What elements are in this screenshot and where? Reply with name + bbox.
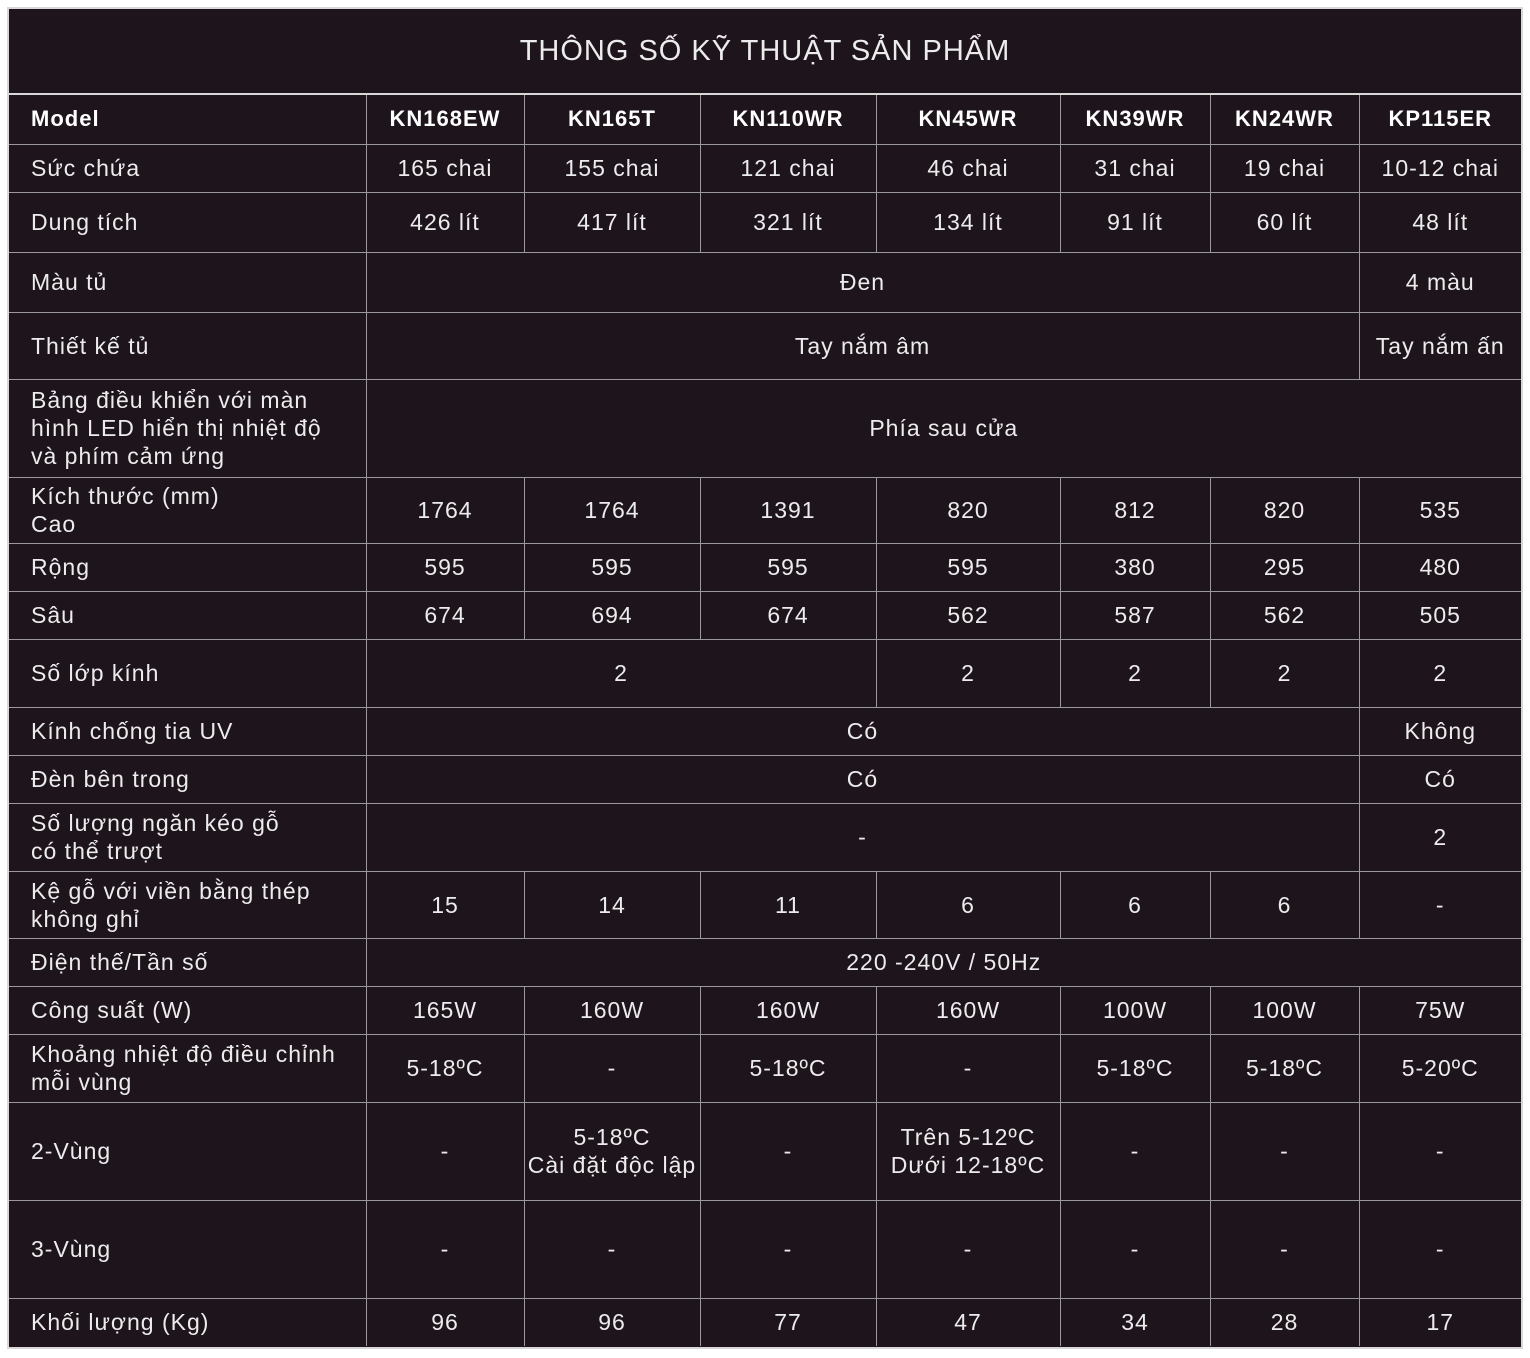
- cell-value: Đen: [366, 252, 1359, 312]
- table-row-width: [9, 543, 1521, 591]
- cell-value: 694: [524, 591, 700, 639]
- model-header: KP115ER: [1359, 95, 1521, 144]
- cell-value: -: [366, 1102, 524, 1200]
- cell-value: 6: [1210, 871, 1359, 938]
- table-row-voltage: [9, 938, 1521, 986]
- cell-value: 1764: [524, 477, 700, 543]
- cell-value: Có: [366, 707, 1359, 755]
- table-row-shelves: [9, 871, 1521, 938]
- cell-value: -: [700, 1102, 876, 1200]
- cell-value: 4 màu: [1359, 252, 1521, 312]
- cell-value: 2: [366, 639, 876, 707]
- cell-value: 812: [1060, 477, 1210, 543]
- cell-value: 19 chai: [1210, 144, 1359, 192]
- cell-value: 5-18ºC: [1210, 1034, 1359, 1102]
- spec-table: [9, 95, 1521, 1346]
- table-row-weight: [9, 1298, 1521, 1346]
- cell-value: -: [366, 803, 1359, 871]
- cell-value: -: [366, 1200, 524, 1298]
- cell-value: 380: [1060, 543, 1210, 591]
- row-label: Kích thước (mm) Cao: [9, 477, 366, 543]
- page-title: THÔNG SỐ KỸ THUẬT SẢN PHẨM: [9, 9, 1521, 95]
- cell-value: 2: [1060, 639, 1210, 707]
- cell-value: 165W: [366, 986, 524, 1034]
- cell-value: 34: [1060, 1298, 1210, 1346]
- model-header: KN39WR: [1060, 95, 1210, 144]
- cell-value: Tay nắm ấn: [1359, 312, 1521, 379]
- cell-value: 75W: [1359, 986, 1521, 1034]
- cell-value: 2: [1359, 639, 1521, 707]
- cell-value: 165 chai: [366, 144, 524, 192]
- row-label: Sâu: [9, 591, 366, 639]
- cell-value: 674: [700, 591, 876, 639]
- cell-value: 11: [700, 871, 876, 938]
- cell-value: 220 -240V / 50Hz: [366, 938, 1521, 986]
- cell-value: 100W: [1210, 986, 1359, 1034]
- table-row-zone3: [9, 1200, 1521, 1298]
- cell-value: 91 lít: [1060, 192, 1210, 252]
- model-header: KN24WR: [1210, 95, 1359, 144]
- cell-value: 587: [1060, 591, 1210, 639]
- cell-value: 5-18ºC: [700, 1034, 876, 1102]
- cell-value: 595: [366, 543, 524, 591]
- cell-value: 417 lít: [524, 192, 700, 252]
- table-header-row: [9, 95, 1521, 144]
- cell-value: -: [1210, 1200, 1359, 1298]
- cell-value: 820: [1210, 477, 1359, 543]
- cell-value: 595: [524, 543, 700, 591]
- cell-value: 595: [876, 543, 1060, 591]
- cell-value: -: [1060, 1102, 1210, 1200]
- cell-value: -: [876, 1034, 1060, 1102]
- cell-value: 295: [1210, 543, 1359, 591]
- row-label: Dung tích: [9, 192, 366, 252]
- cell-value: 674: [366, 591, 524, 639]
- cell-value: 2: [1359, 803, 1521, 871]
- cell-value: 562: [1210, 591, 1359, 639]
- cell-value: 10-12 chai: [1359, 144, 1521, 192]
- cell-value: 100W: [1060, 986, 1210, 1034]
- header-label: Model: [9, 95, 366, 144]
- table-row-color: [9, 252, 1521, 312]
- cell-value: 121 chai: [700, 144, 876, 192]
- cell-value: 46 chai: [876, 144, 1060, 192]
- table-row-height: [9, 477, 1521, 543]
- cell-value: 15: [366, 871, 524, 938]
- cell-value: Có: [1359, 755, 1521, 803]
- cell-value: 426 lít: [366, 192, 524, 252]
- cell-value: -: [524, 1200, 700, 1298]
- cell-value: Không: [1359, 707, 1521, 755]
- cell-value: 77: [700, 1298, 876, 1346]
- model-header: KN45WR: [876, 95, 1060, 144]
- table-row-design: [9, 312, 1521, 379]
- cell-value: 562: [876, 591, 1060, 639]
- table-row-depth: [9, 591, 1521, 639]
- cell-value: 160W: [876, 986, 1060, 1034]
- cell-value: 2: [876, 639, 1060, 707]
- cell-value: Phía sau cửa: [366, 379, 1521, 477]
- cell-value: 5-18ºC Cài đặt độc lập: [524, 1102, 700, 1200]
- row-label: Màu tủ: [9, 252, 366, 312]
- table-row-capacity: [9, 144, 1521, 192]
- cell-value: 48 lít: [1359, 192, 1521, 252]
- model-header: KN165T: [524, 95, 700, 144]
- cell-value: -: [876, 1200, 1060, 1298]
- row-label: 2-Vùng: [9, 1102, 366, 1200]
- cell-value: 28: [1210, 1298, 1359, 1346]
- table-row-panel: [9, 379, 1521, 477]
- model-header: KN168EW: [366, 95, 524, 144]
- cell-value: 5-18ºC: [366, 1034, 524, 1102]
- row-label: Khối lượng (Kg): [9, 1298, 366, 1346]
- table-row-uv: [9, 707, 1521, 755]
- row-label: Điện thế/Tần số: [9, 938, 366, 986]
- row-label: Khoảng nhiệt độ điều chỉnh mỗi vùng: [9, 1034, 366, 1102]
- table-row-drawers: [9, 803, 1521, 871]
- cell-value: 17: [1359, 1298, 1521, 1346]
- cell-value: -: [1210, 1102, 1359, 1200]
- row-label: Kính chống tia UV: [9, 707, 366, 755]
- row-label: Rộng: [9, 543, 366, 591]
- table-row-zone2: [9, 1102, 1521, 1200]
- cell-value: 60 lít: [1210, 192, 1359, 252]
- table-row-volume: [9, 192, 1521, 252]
- cell-value: 321 lít: [700, 192, 876, 252]
- row-label: Đèn bên trong: [9, 755, 366, 803]
- cell-value: 6: [1060, 871, 1210, 938]
- cell-value: 2: [1210, 639, 1359, 707]
- cell-value: 5-20ºC: [1359, 1034, 1521, 1102]
- row-label: Công suất (W): [9, 986, 366, 1034]
- cell-value: -: [1359, 1102, 1521, 1200]
- row-label: Số lượng ngăn kéo gỗ có thể trượt: [9, 803, 366, 871]
- cell-value: 14: [524, 871, 700, 938]
- row-label: Số lớp kính: [9, 639, 366, 707]
- cell-value: -: [1359, 1200, 1521, 1298]
- cell-value: 31 chai: [1060, 144, 1210, 192]
- row-label: Kệ gỗ với viền bằng thép không ghỉ: [9, 871, 366, 938]
- cell-value: 160W: [700, 986, 876, 1034]
- cell-value: 505: [1359, 591, 1521, 639]
- cell-value: -: [1060, 1200, 1210, 1298]
- row-label: Bảng điều khiển với màn hình LED hiển thị nhiệt độ và phím cảm ứng: [9, 379, 366, 477]
- cell-value: Có: [366, 755, 1359, 803]
- cell-value: -: [700, 1200, 876, 1298]
- cell-value: -: [524, 1034, 700, 1102]
- row-label: 3-Vùng: [9, 1200, 366, 1298]
- cell-value: 47: [876, 1298, 1060, 1346]
- row-label: Thiết kế tủ: [9, 312, 366, 379]
- cell-value: 480: [1359, 543, 1521, 591]
- cell-value: 1764: [366, 477, 524, 543]
- cell-value: 5-18ºC: [1060, 1034, 1210, 1102]
- cell-value: 155 chai: [524, 144, 700, 192]
- cell-value: 134 lít: [876, 192, 1060, 252]
- cell-value: 96: [366, 1298, 524, 1346]
- cell-value: Tay nắm âm: [366, 312, 1359, 379]
- cell-value: 1391: [700, 477, 876, 543]
- table-row-glass: [9, 639, 1521, 707]
- table-row-power: [9, 986, 1521, 1034]
- cell-value: Trên 5-12ºC Dưới 12-18ºC: [876, 1102, 1060, 1200]
- cell-value: 595: [700, 543, 876, 591]
- table-row-temp: [9, 1034, 1521, 1102]
- cell-value: -: [1359, 871, 1521, 938]
- cell-value: 6: [876, 871, 1060, 938]
- row-label: Sức chứa: [9, 144, 366, 192]
- cell-value: 535: [1359, 477, 1521, 543]
- cell-value: 160W: [524, 986, 700, 1034]
- cell-value: 96: [524, 1298, 700, 1346]
- cell-value: 820: [876, 477, 1060, 543]
- table-row-light: [9, 755, 1521, 803]
- spec-sheet: [7, 7, 1523, 1349]
- model-header: KN110WR: [700, 95, 876, 144]
